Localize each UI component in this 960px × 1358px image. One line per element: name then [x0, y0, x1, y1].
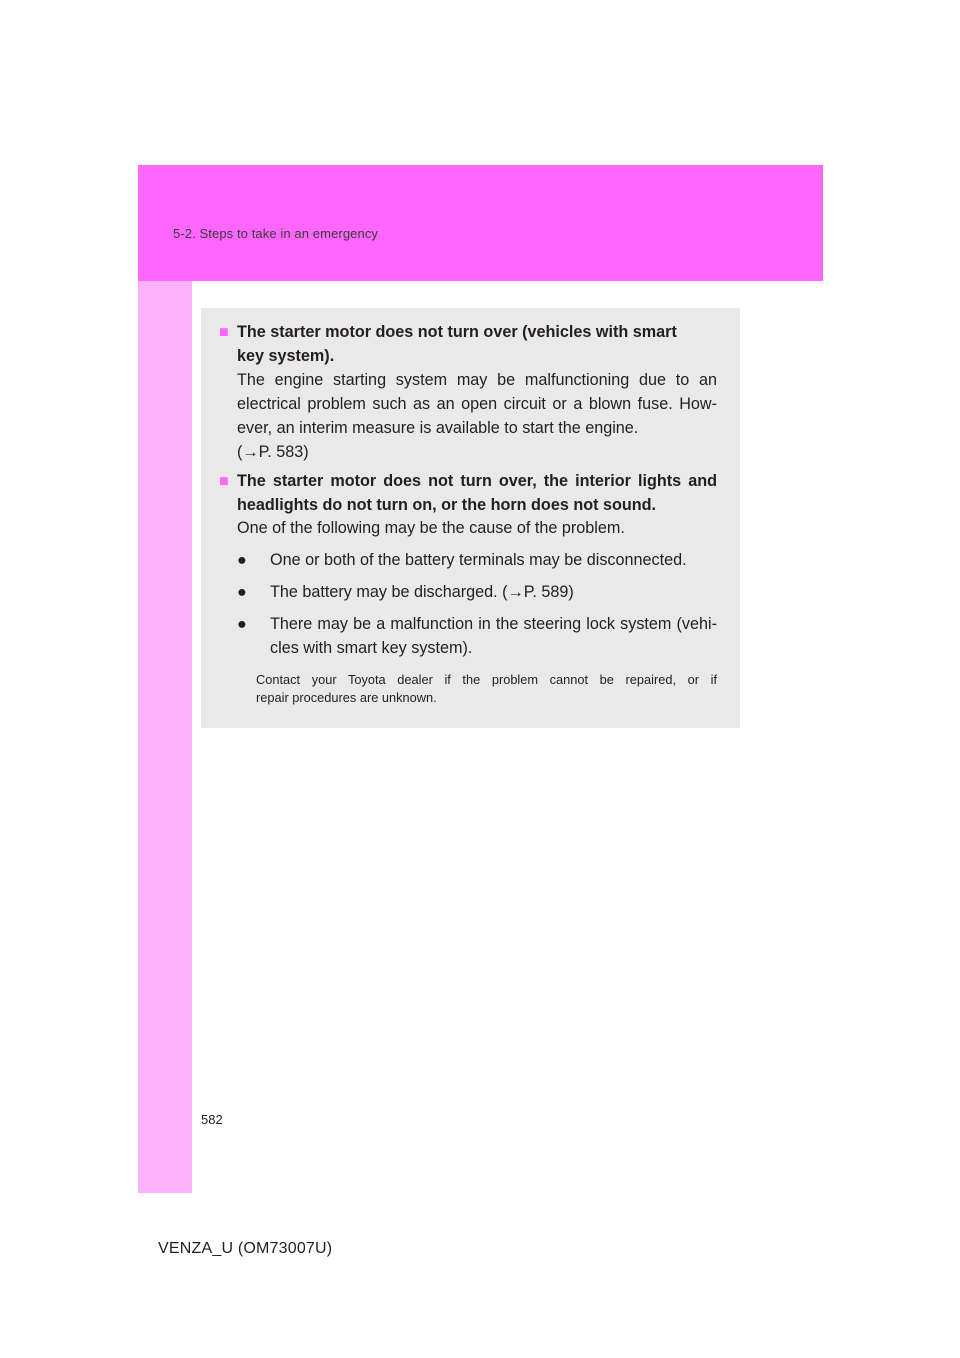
item-body-1 — [237, 368, 717, 464]
list-item-text: One or both of the battery terminals may be disconnected. — [270, 551, 687, 569]
note-line-1: Contact your Toyota dealer if the problem cannot be repaired, or if — [256, 672, 717, 687]
item-heading-2-line-2: headlights do not turn on, or the horn does not sound. — [237, 496, 657, 514]
item-heading-1 — [219, 320, 717, 368]
item-body-1-line-3: ever, an interim measure is available to start the engine. — [237, 419, 639, 437]
item-heading-2 — [219, 469, 717, 517]
item-heading-1-line-1: The starter motor does not turn over (vehicles with smart — [237, 323, 677, 341]
list-item — [237, 580, 717, 604]
square-bullet-icon: ■ — [219, 323, 229, 341]
list-item — [237, 612, 717, 660]
section-header-band — [138, 165, 823, 281]
item-intro-2: One of the following may be the cause of the problem. — [237, 519, 625, 537]
item-body-1-line-2: electrical problem such as an open circuit or a blown fuse. How- — [237, 395, 717, 413]
note-text — [256, 671, 717, 707]
square-bullet-icon: ■ — [219, 472, 229, 490]
circle-bullet-icon: ● — [237, 615, 247, 633]
page-number: 582 — [201, 1112, 223, 1127]
list-item — [237, 548, 717, 572]
item-heading-1-line-2: key system). — [237, 347, 335, 365]
section-title: 5-2. Steps to take in an emergency — [173, 226, 379, 241]
list-item-text-line-1: There may be a malfunction in the steering lock system (vehi- — [270, 615, 717, 633]
list-item-text-line-2: cles with smart key system). — [270, 639, 473, 657]
note-line-2: repair procedures are unknown. — [256, 690, 437, 705]
item-body-1-line-1: The engine starting system may be malfunctioning due to an — [237, 371, 717, 389]
list-item-text: The battery may be discharged. (→P. 589) — [270, 583, 574, 601]
circle-bullet-icon: ● — [237, 583, 247, 601]
item-body-1-line-4: (→P. 583) — [237, 443, 309, 461]
footer-document-code: VENZA_U (OM73007U) — [158, 1240, 333, 1257]
side-tab-band — [138, 165, 192, 1193]
item-heading-2-line-1: The starter motor does not turn over, the interior lights and — [237, 472, 717, 490]
circle-bullet-icon: ● — [237, 551, 247, 569]
